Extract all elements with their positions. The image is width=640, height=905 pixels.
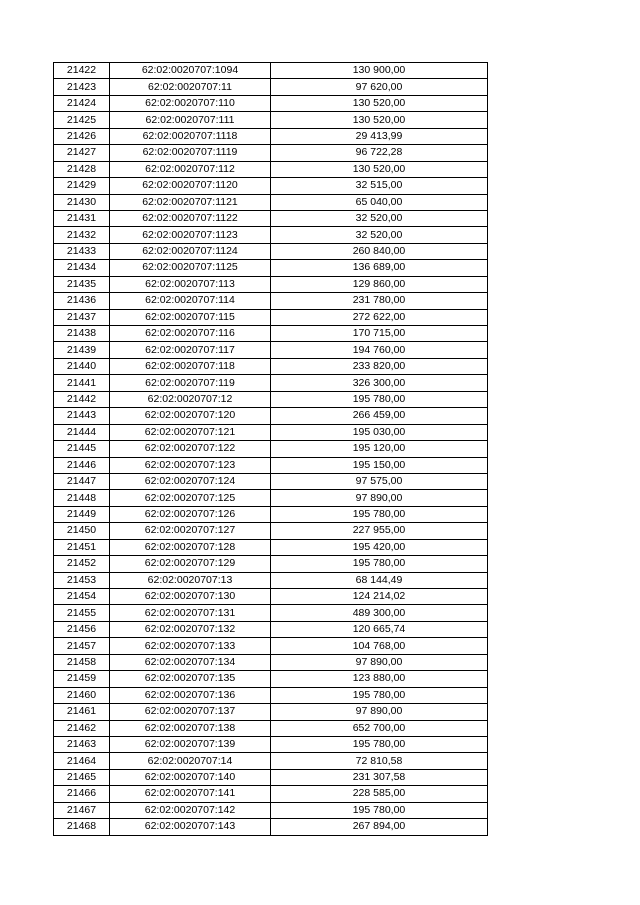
table-row <box>54 457 488 473</box>
row-number-cell: 21452 <box>54 556 110 572</box>
table-row <box>54 408 488 424</box>
table-row <box>54 671 488 687</box>
cadastral-value-cell: 195 030,00 <box>271 424 488 440</box>
cadastral-number-cell: 62:02:0020707:121 <box>110 424 271 440</box>
cadastral-value-cell: 96 722,28 <box>271 145 488 161</box>
row-number-cell: 21422 <box>54 63 110 79</box>
table-row <box>54 473 488 489</box>
row-number-cell: 21445 <box>54 441 110 457</box>
row-number-cell: 21457 <box>54 638 110 654</box>
cadastral-number-cell: 62:02:0020707:131 <box>110 605 271 621</box>
cadastral-value-cell: 231 780,00 <box>271 293 488 309</box>
cadastral-number-cell: 62:02:0020707:123 <box>110 457 271 473</box>
row-number-cell: 21458 <box>54 654 110 670</box>
cadastral-number-cell: 62:02:0020707:116 <box>110 326 271 342</box>
row-number-cell: 21427 <box>54 145 110 161</box>
table-row <box>54 753 488 769</box>
cadastral-value-cell: 272 622,00 <box>271 309 488 325</box>
cadastral-value-cell: 195 780,00 <box>271 687 488 703</box>
cadastral-number-cell: 62:02:0020707:125 <box>110 490 271 506</box>
cadastral-value-cell: 195 780,00 <box>271 391 488 407</box>
row-number-cell: 21448 <box>54 490 110 506</box>
cadastral-value-cell: 260 840,00 <box>271 243 488 259</box>
cadastral-number-cell: 62:02:0020707:140 <box>110 769 271 785</box>
row-number-cell: 21439 <box>54 342 110 358</box>
table-row <box>54 112 488 128</box>
cadastral-number-cell: 62:02:0020707:1120 <box>110 178 271 194</box>
cadastral-value-cell: 32 520,00 <box>271 227 488 243</box>
cadastral-number-cell: 62:02:0020707:130 <box>110 589 271 605</box>
row-number-cell: 21424 <box>54 95 110 111</box>
cadastral-number-cell: 62:02:0020707:133 <box>110 638 271 654</box>
table-row <box>54 589 488 605</box>
table-row <box>54 704 488 720</box>
cadastral-value-cell: 233 820,00 <box>271 358 488 374</box>
row-number-cell: 21437 <box>54 309 110 325</box>
row-number-cell: 21434 <box>54 260 110 276</box>
row-number-cell: 21449 <box>54 506 110 522</box>
cadastral-number-cell: 62:02:0020707:113 <box>110 276 271 292</box>
cadastral-value-cell: 97 890,00 <box>271 654 488 670</box>
cadastral-number-cell: 62:02:0020707:134 <box>110 654 271 670</box>
row-number-cell: 21453 <box>54 572 110 588</box>
row-number-cell: 21444 <box>54 424 110 440</box>
cadastral-number-cell: 62:02:0020707:132 <box>110 621 271 637</box>
cadastral-value-cell: 231 307,58 <box>271 769 488 785</box>
cadastral-number-cell: 62:02:0020707:143 <box>110 819 271 835</box>
cadastral-value-cell: 195 780,00 <box>271 736 488 752</box>
row-number-cell: 21450 <box>54 523 110 539</box>
row-number-cell: 21432 <box>54 227 110 243</box>
cadastral-number-cell: 62:02:0020707:117 <box>110 342 271 358</box>
table-row <box>54 687 488 703</box>
row-number-cell: 21451 <box>54 539 110 555</box>
cadastral-value-cell: 97 890,00 <box>271 490 488 506</box>
table-row <box>54 326 488 342</box>
table-row <box>54 736 488 752</box>
table-row <box>54 128 488 144</box>
cadastral-number-cell: 62:02:0020707:114 <box>110 293 271 309</box>
row-number-cell: 21454 <box>54 589 110 605</box>
table-row <box>54 638 488 654</box>
row-number-cell: 21468 <box>54 819 110 835</box>
cadastral-value-cell: 195 420,00 <box>271 539 488 555</box>
table-row <box>54 769 488 785</box>
cadastral-number-cell: 62:02:0020707:128 <box>110 539 271 555</box>
row-number-cell: 21443 <box>54 408 110 424</box>
table-row <box>54 539 488 555</box>
table-row <box>54 293 488 309</box>
cadastral-value-cell: 194 760,00 <box>271 342 488 358</box>
table-row <box>54 243 488 259</box>
cadastral-number-cell: 62:02:0020707:137 <box>110 704 271 720</box>
cadastral-value-cell: 32 515,00 <box>271 178 488 194</box>
row-number-cell: 21441 <box>54 375 110 391</box>
cadastral-number-cell: 62:02:0020707:141 <box>110 786 271 802</box>
cadastral-number-cell: 62:02:0020707:127 <box>110 523 271 539</box>
cadastral-number-cell: 62:02:0020707:11 <box>110 79 271 95</box>
cadastral-value-cell: 32 520,00 <box>271 210 488 226</box>
table-row <box>54 605 488 621</box>
cadastral-value-table <box>53 62 488 836</box>
cadastral-value-cell: 266 459,00 <box>271 408 488 424</box>
table-row <box>54 63 488 79</box>
cadastral-number-cell: 62:02:0020707:1122 <box>110 210 271 226</box>
row-number-cell: 21459 <box>54 671 110 687</box>
cadastral-number-cell: 62:02:0020707:110 <box>110 95 271 111</box>
cadastral-number-cell: 62:02:0020707:1125 <box>110 260 271 276</box>
cadastral-number-cell: 62:02:0020707:1124 <box>110 243 271 259</box>
cadastral-value-cell: 72 810,58 <box>271 753 488 769</box>
row-number-cell: 21423 <box>54 79 110 95</box>
row-number-cell: 21428 <box>54 161 110 177</box>
row-number-cell: 21436 <box>54 293 110 309</box>
table-row <box>54 720 488 736</box>
row-number-cell: 21435 <box>54 276 110 292</box>
table-row <box>54 227 488 243</box>
table-row <box>54 572 488 588</box>
cadastral-value-cell: 130 520,00 <box>271 161 488 177</box>
cadastral-value-cell: 130 900,00 <box>271 63 488 79</box>
row-number-cell: 21429 <box>54 178 110 194</box>
cadastral-value-cell: 130 520,00 <box>271 95 488 111</box>
cadastral-value-cell: 195 150,00 <box>271 457 488 473</box>
cadastral-number-cell: 62:02:0020707:126 <box>110 506 271 522</box>
table-row <box>54 786 488 802</box>
cadastral-number-cell: 62:02:0020707:139 <box>110 736 271 752</box>
cadastral-number-cell: 62:02:0020707:135 <box>110 671 271 687</box>
cadastral-number-cell: 62:02:0020707:1121 <box>110 194 271 210</box>
cadastral-value-cell: 489 300,00 <box>271 605 488 621</box>
cadastral-number-cell: 62:02:0020707:122 <box>110 441 271 457</box>
cadastral-value-cell: 130 520,00 <box>271 112 488 128</box>
table-row <box>54 375 488 391</box>
table-row <box>54 490 488 506</box>
table-row <box>54 260 488 276</box>
row-number-cell: 21426 <box>54 128 110 144</box>
table-row <box>54 621 488 637</box>
row-number-cell: 21455 <box>54 605 110 621</box>
table-row <box>54 556 488 572</box>
table-row <box>54 802 488 818</box>
table-row <box>54 309 488 325</box>
table-row <box>54 342 488 358</box>
cadastral-number-cell: 62:02:0020707:120 <box>110 408 271 424</box>
table-row <box>54 523 488 539</box>
row-number-cell: 21462 <box>54 720 110 736</box>
row-number-cell: 21425 <box>54 112 110 128</box>
row-number-cell: 21446 <box>54 457 110 473</box>
cadastral-value-cell: 228 585,00 <box>271 786 488 802</box>
table-row <box>54 391 488 407</box>
cadastral-value-cell: 97 890,00 <box>271 704 488 720</box>
cadastral-value-cell: 97 575,00 <box>271 473 488 489</box>
cadastral-value-cell: 267 894,00 <box>271 819 488 835</box>
cadastral-number-cell: 62:02:0020707:112 <box>110 161 271 177</box>
cadastral-number-cell: 62:02:0020707:111 <box>110 112 271 128</box>
table-row <box>54 654 488 670</box>
cadastral-number-cell: 62:02:0020707:124 <box>110 473 271 489</box>
cadastral-value-cell: 652 700,00 <box>271 720 488 736</box>
row-number-cell: 21430 <box>54 194 110 210</box>
table-row <box>54 506 488 522</box>
table-row <box>54 276 488 292</box>
cadastral-number-cell: 62:02:0020707:14 <box>110 753 271 769</box>
table-row <box>54 210 488 226</box>
row-number-cell: 21466 <box>54 786 110 802</box>
row-number-cell: 21467 <box>54 802 110 818</box>
cadastral-value-cell: 29 413,99 <box>271 128 488 144</box>
table-row <box>54 79 488 95</box>
row-number-cell: 21464 <box>54 753 110 769</box>
row-number-cell: 21465 <box>54 769 110 785</box>
row-number-cell: 21431 <box>54 210 110 226</box>
row-number-cell: 21433 <box>54 243 110 259</box>
cadastral-value-cell: 129 860,00 <box>271 276 488 292</box>
row-number-cell: 21456 <box>54 621 110 637</box>
cadastral-value-cell: 195 780,00 <box>271 506 488 522</box>
cadastral-value-cell: 195 120,00 <box>271 441 488 457</box>
table-row <box>54 424 488 440</box>
cadastral-number-cell: 62:02:0020707:138 <box>110 720 271 736</box>
cadastral-value-cell: 97 620,00 <box>271 79 488 95</box>
table-row <box>54 194 488 210</box>
row-number-cell: 21461 <box>54 704 110 720</box>
row-number-cell: 21442 <box>54 391 110 407</box>
row-number-cell: 21460 <box>54 687 110 703</box>
cadastral-number-cell: 62:02:0020707:1119 <box>110 145 271 161</box>
cadastral-value-cell: 123 880,00 <box>271 671 488 687</box>
cadastral-number-cell: 62:02:0020707:1118 <box>110 128 271 144</box>
table-row <box>54 441 488 457</box>
row-number-cell: 21463 <box>54 736 110 752</box>
cadastral-value-cell: 124 214,02 <box>271 589 488 605</box>
table-row <box>54 819 488 835</box>
cadastral-value-cell: 136 689,00 <box>271 260 488 276</box>
cadastral-value-cell: 68 144,49 <box>271 572 488 588</box>
cadastral-number-cell: 62:02:0020707:118 <box>110 358 271 374</box>
cadastral-number-cell: 62:02:0020707:142 <box>110 802 271 818</box>
cadastral-number-cell: 62:02:0020707:115 <box>110 309 271 325</box>
cadastral-value-cell: 227 955,00 <box>271 523 488 539</box>
cadastral-number-cell: 62:02:0020707:1123 <box>110 227 271 243</box>
table-row <box>54 95 488 111</box>
cadastral-value-cell: 195 780,00 <box>271 802 488 818</box>
cadastral-value-cell: 195 780,00 <box>271 556 488 572</box>
table-row <box>54 358 488 374</box>
row-number-cell: 21440 <box>54 358 110 374</box>
cadastral-value-cell: 326 300,00 <box>271 375 488 391</box>
row-number-cell: 21438 <box>54 326 110 342</box>
table-row <box>54 145 488 161</box>
table-row <box>54 161 488 177</box>
table-body <box>54 63 488 836</box>
cadastral-value-cell: 120 665,74 <box>271 621 488 637</box>
cadastral-number-cell: 62:02:0020707:13 <box>110 572 271 588</box>
row-number-cell: 21447 <box>54 473 110 489</box>
cadastral-value-cell: 170 715,00 <box>271 326 488 342</box>
cadastral-number-cell: 62:02:0020707:129 <box>110 556 271 572</box>
cadastral-value-cell: 104 768,00 <box>271 638 488 654</box>
cadastral-number-cell: 62:02:0020707:1094 <box>110 63 271 79</box>
cadastral-number-cell: 62:02:0020707:12 <box>110 391 271 407</box>
cadastral-number-cell: 62:02:0020707:136 <box>110 687 271 703</box>
cadastral-value-cell: 65 040,00 <box>271 194 488 210</box>
table-row <box>54 178 488 194</box>
cadastral-number-cell: 62:02:0020707:119 <box>110 375 271 391</box>
